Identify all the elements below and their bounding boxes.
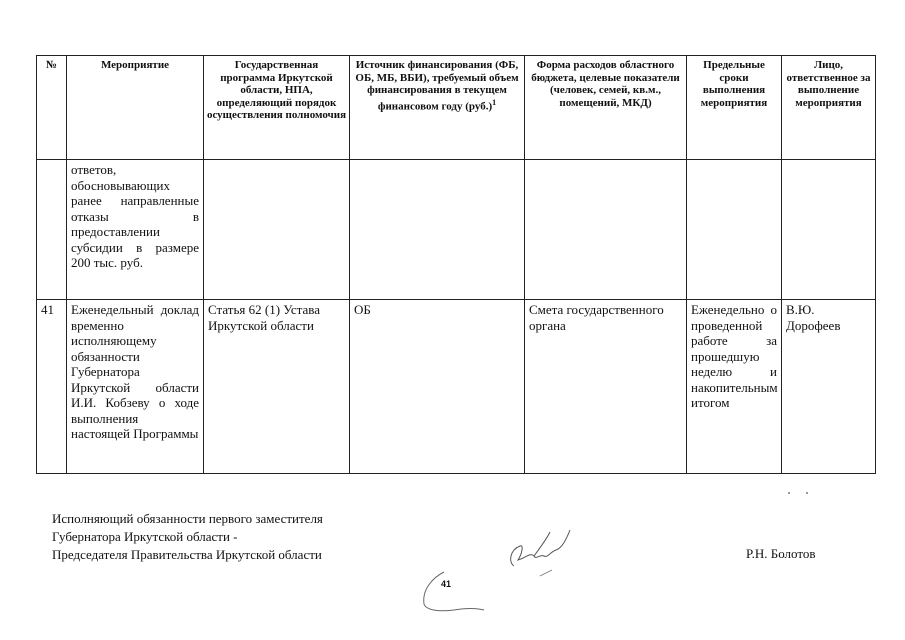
signatory-title <box>52 510 323 564</box>
header-funding-source <box>350 56 525 160</box>
cell-responsible: В.Ю. Дорофеев <box>782 300 876 474</box>
signatory-name: Р.Н. Болотов <box>746 546 816 561</box>
cell-event: Еженедельный доклад временно исполняющему обязанности Губернатора Иркутской области И.И. Кобзеву о ходе выполнения настоящей Программы <box>67 300 204 474</box>
cell-program: Статья 62 (1) Устава Иркутской области <box>204 300 350 474</box>
cell-expense-form: Смета государственного органа <box>525 300 687 474</box>
cell-responsible <box>782 160 876 300</box>
header-event: Мероприятие <box>67 56 204 160</box>
scan-speck-1 <box>788 492 790 494</box>
cell-number <box>37 160 67 300</box>
cell-number: 41 <box>37 300 67 474</box>
cell-source <box>350 160 525 300</box>
header-expense-form: Форма расходов областного бюджета, целевые показатели (человек, семей, кв.м., помещений, МКД) <box>525 56 687 160</box>
signatory-title-line-3: Председателя Правительства Иркутской области <box>52 547 322 562</box>
header-responsible: Лицо, ответственное за выполнение мероприятия <box>782 56 876 160</box>
signatory-title-line-1: Исполняющий обязанности первого заместителя <box>52 511 323 526</box>
cell-deadline: Еженедельно о проведенной работе за прошедшую неделю и накопительным итогом <box>687 300 782 474</box>
scan-speck-2 <box>806 492 808 494</box>
header-deadline: Предельные сроки выполнения мероприятия <box>687 56 782 160</box>
page-number-stamp-icon <box>418 568 498 618</box>
header-footnote-mark: 1 <box>492 97 497 107</box>
page-number: 41 <box>441 579 452 589</box>
signatory-title-line-2: Губернатора Иркутской области - <box>52 529 238 544</box>
cell-source: ОБ <box>350 300 525 474</box>
header-funding-source-text: Источник финансирования (ФБ, ОБ, МБ, ВБИ), требуемый объем финансирования в текущем финансовом году (руб.) <box>355 59 519 113</box>
cell-program <box>204 160 350 300</box>
cell-event: ответов, обосновывающих ранее направленные отказы в предоставлении субсидии в размере 200 тыс. руб. <box>67 160 204 300</box>
cell-expense-form <box>525 160 687 300</box>
action-plan-table <box>36 55 876 474</box>
header-number: № <box>37 56 67 160</box>
table-header-row <box>37 56 876 160</box>
table-row <box>37 160 876 300</box>
handwritten-signature <box>500 518 590 590</box>
cell-deadline <box>687 160 782 300</box>
header-program: Государственная программа Иркутской области, НПА, определяющий порядок осуществления полномочия <box>204 56 350 160</box>
table-row <box>37 300 876 474</box>
